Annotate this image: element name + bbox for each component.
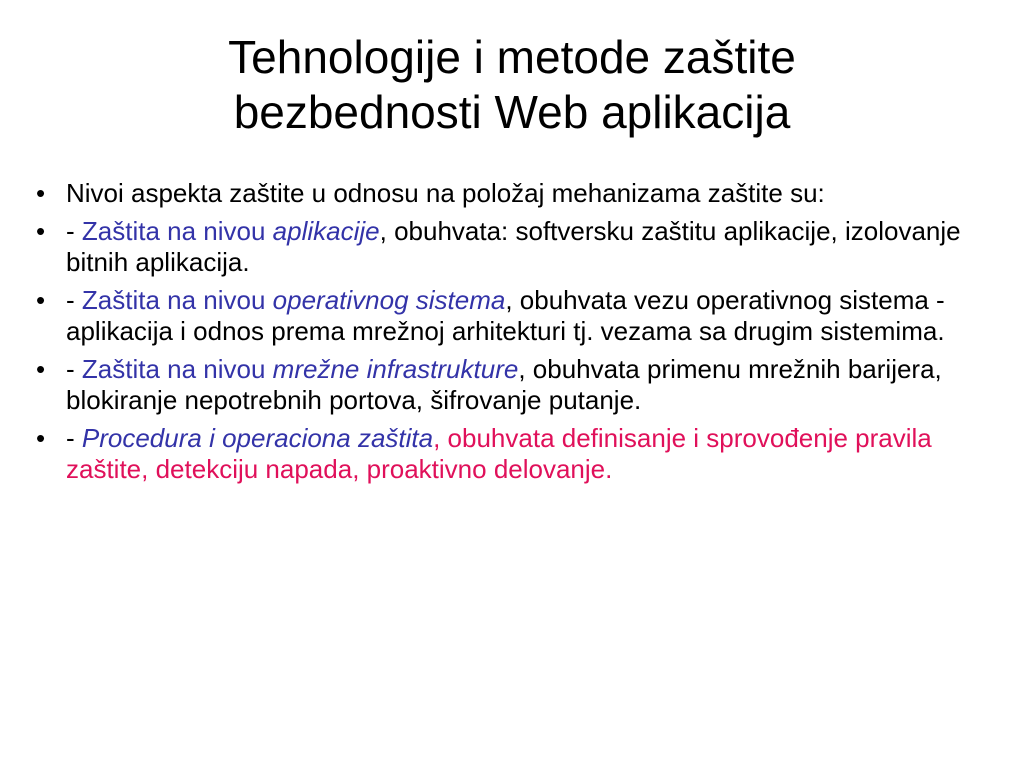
bullet-dot: • bbox=[36, 354, 46, 384]
bullet-item-operating-system bbox=[36, 285, 1006, 347]
slide-title-line-1: Tehnologije i metode zaštite bbox=[228, 31, 796, 83]
bullet-lead: Zaštita na nivou bbox=[81, 285, 273, 315]
bullet-dot: • bbox=[36, 423, 46, 453]
bullet-prefix: - bbox=[66, 216, 82, 246]
bullet-term: Procedura i operaciona zaštita bbox=[81, 423, 434, 453]
slide-title bbox=[40, 30, 984, 140]
bullet-lead: Zaštita na nivou bbox=[81, 216, 273, 246]
bullet-list bbox=[36, 178, 1006, 492]
bullet-rest: , obuhvata primenu mrežnih barijera, blokiranje nepotrebnih portova, šifrovanje putanje. bbox=[66, 354, 942, 415]
bullet-item-network bbox=[36, 354, 1006, 416]
bullet-term: mrežne infrastrukture bbox=[272, 354, 519, 384]
bullet-item-procedure bbox=[36, 423, 1006, 485]
bullet-item-intro bbox=[36, 178, 1006, 209]
slide-title-line-2: bezbednosti Web aplikacija bbox=[233, 86, 791, 138]
bullet-term: operativnog sistema bbox=[272, 285, 506, 315]
bullet-rest: , obuhvata: softversku zaštitu aplikacije, izolovanje bitnih aplikacija. bbox=[66, 216, 961, 277]
bullet-text: Nivoi aspekta zaštite u odnosu na položaj mehanizama zaštite su: bbox=[66, 178, 825, 208]
bullet-dot: • bbox=[36, 216, 46, 246]
bullet-rest: , obuhvata vezu operativnog sistema - aplikacija i odnos prema mrežnoj arhitekturi tj. vezama sa drugim sistemima. bbox=[66, 285, 945, 346]
bullet-lead: Zaštita na nivou bbox=[81, 354, 273, 384]
bullet-dot: • bbox=[36, 285, 46, 315]
bullet-dot: • bbox=[36, 178, 46, 208]
bullet-item-application bbox=[36, 216, 1006, 278]
bullet-rest: , obuhvata definisanje i sprovođenje pravila zaštite, detekciju napada, proaktivno delovanje. bbox=[66, 423, 932, 484]
bullet-prefix: - bbox=[66, 354, 82, 384]
bullet-prefix: - bbox=[66, 423, 82, 453]
bullet-term: aplikacije bbox=[272, 216, 380, 246]
bullet-prefix: - bbox=[66, 285, 82, 315]
